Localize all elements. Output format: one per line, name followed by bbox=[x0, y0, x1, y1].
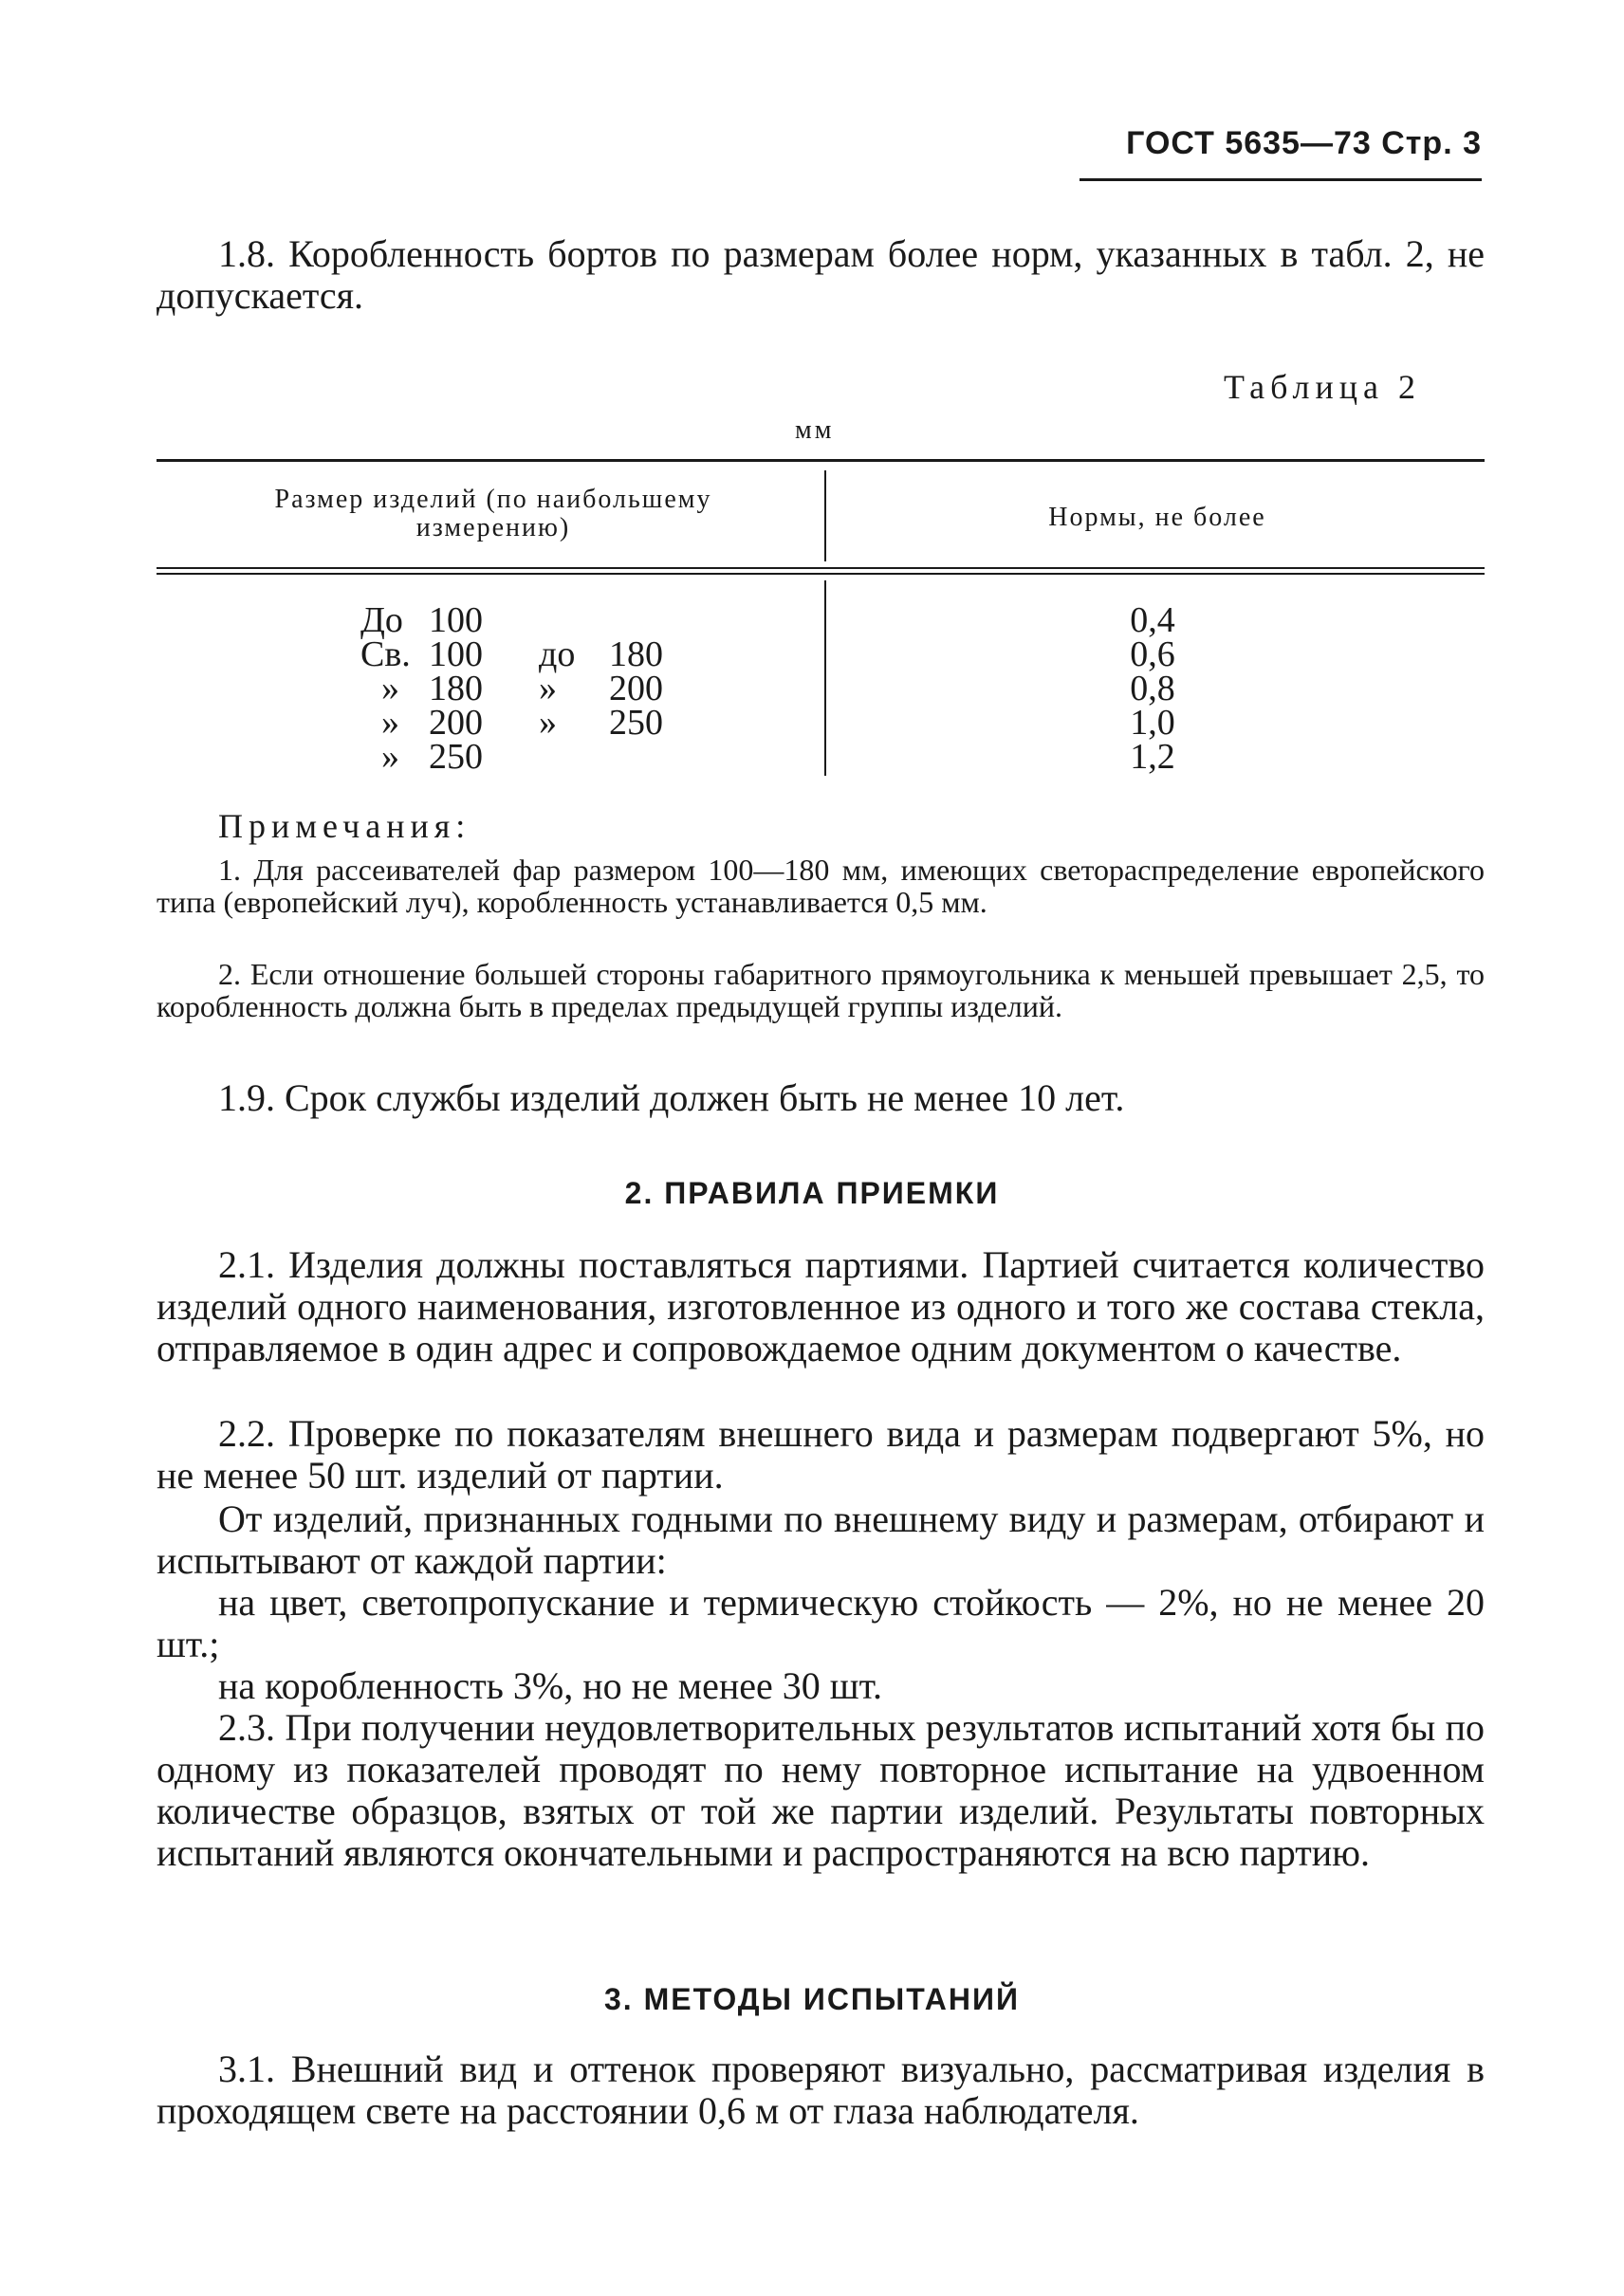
table-norms-column bbox=[1119, 600, 1186, 777]
table-cell-norm: 1,0 bbox=[1130, 703, 1175, 743]
section-title-methods: 3. МЕТОДЫ ИСПЫТАНИЙ bbox=[604, 1982, 1020, 2016]
column-header-size: Размер изделий (по наибольшему измерению) bbox=[274, 485, 712, 542]
paragraph-2-2: 2.2. Проверке по показателям внешнего вида и размерам подвергают 5%, но не менее 50 шт. изделий от партии. bbox=[157, 1412, 1485, 1497]
table-cell-norm: 0,6 bbox=[1130, 634, 1175, 674]
table-body-divider bbox=[824, 580, 826, 776]
paragraph-3-1: 3.1. Внешний вид и оттенок проверяют визуально, рассматривая изделия в проходящем свете на расстоянии 0,6 м от глаза наблюдателя. bbox=[157, 2048, 1485, 2132]
paragraph-1-8: 1.8. Коробленность бортов по размерам более норм, указанных в табл. 2, не допускается. bbox=[157, 232, 1485, 317]
table-header-rule-2 bbox=[157, 573, 1485, 575]
header-rule bbox=[1080, 178, 1482, 181]
paragraph-1-9: 1.9. Срок службы изделий должен быть не менее 10 лет. bbox=[218, 1076, 1125, 1119]
notes-title: Примечания: bbox=[218, 807, 471, 845]
table-header-rule-1 bbox=[157, 567, 1485, 569]
paragraph-2-1: 2.1. Изделия должны поставляться партиями. Партией считается количество изделий одного наименования, изготовленное из одного и того же состава стекла, отправляемое в один адрес и сопровождаемое одним документом о качестве. bbox=[157, 1243, 1485, 1369]
paragraph-2-2-selection: От изделий, признанных годными по внешнему виду и размерам, отбирают и испытывают от каждой партии: bbox=[157, 1497, 1485, 1582]
paragraph-2-2-color: на цвет, светопропускание и термическую стойкость — 2%, но не менее 20 шт.; bbox=[157, 1581, 1485, 1665]
table-cell-norm: 0,8 bbox=[1130, 669, 1175, 708]
page-header: ГОСТ 5635—73 Стр. 3 bbox=[1126, 125, 1482, 161]
table-top-rule bbox=[157, 459, 1485, 462]
section-title-acceptance: 2. ПРАВИЛА ПРИЕМКИ bbox=[624, 1176, 1000, 1210]
column-header-norms: Нормы, не более bbox=[1048, 503, 1266, 532]
table-cell-norm: 1,2 bbox=[1130, 737, 1175, 777]
note-2: 2. Если отношение большей стороны габаритного прямоугольника к меньшей превышает 2,5, то коробленность должна быть в пределах предыдущей группы изделий. bbox=[157, 957, 1485, 1023]
paragraph-2-3: 2.3. При получении неудовлетворительных результатов испытаний хотя бы по одному из показателей проводят по нему повторное испытание на удвоенном количестве образцов, взятых от той же партии изделий. Результаты повторных испытаний являются окончательными и распространяются на всю партию. bbox=[157, 1706, 1485, 1874]
paragraph-2-2-warp: на коробленность 3%, но не менее 30 шт. bbox=[218, 1664, 883, 1707]
table-title: Таблица 2 bbox=[1224, 368, 1421, 406]
note-1: 1. Для рассеивателей фар размером 100—180 мм, имеющих светораспределение европейского типа (европейский луч), коробленность устанавливается 0,5 мм. bbox=[157, 853, 1485, 919]
table-cell-norm: 0,4 bbox=[1130, 600, 1175, 640]
document-page: ГОСТ 5635—73 Стр. 3 1.8. Коробленность бортов по размерам более норм, указанных в табл. 2, не допускается. Таблица 2 мм Размер изделий (по наибольшему измерению) Нормы, не более До 100 Св. 100 до 180 » 180 » 200 » 200 » 250 » 250 0,4 0,6 0,8 1,0 1,2 Примечания: 1. Для рассеивателей фар размером 100—180 мм, имеющих светораспределение европейского типа (европейский луч), коробленность устанавливается 0,5 мм. 2. Если отношение большей стороны габаритного прямоугольника к меньшей превышает 2,5, то коробленность должна быть в пределах предыдущей группы изделий. 1.9. Срок службы изделий должен быть не менее 10 лет. 2. ПРАВИЛА ПРИЕМКИ 2.1. Изделия должны поставляться партиями. Партией считается количество изделий одного наименования, изготовленное из одного и того же состава стекла, отправляемое в один адрес и сопровождаемое одним документом о качестве. 2.2. Проверке по показателям внешнего вида и размерам подвергают 5%, но не менее 50 шт. изделий от партии. От изделий, признанных годными по внешнему виду и размерам, отбирают и испытывают от каждой партии: на цвет, светопропускание и термическую стойкость — 2%, но не менее 20 шт.; на коробленность 3%, но не менее 30 шт. 2.3. При получении неудовлетворительных результатов испытаний хотя бы по одному из показателей проводят по нему повторное испытание на удвоенном количестве образцов, взятых от той же партии изделий. Результаты повторных испытаний являются окончательными и распространяются на всю партию. 3. МЕТОДЫ ИСПЫТАНИЙ 3.1. Внешний вид и оттенок проверяют визуально, рассматривая изделия в проходящем свете на расстоянии 0,6 м от глаза наблюдателя. bbox=[0, 0, 1624, 2296]
table-unit: мм bbox=[795, 415, 835, 445]
table-header-divider bbox=[824, 470, 826, 561]
